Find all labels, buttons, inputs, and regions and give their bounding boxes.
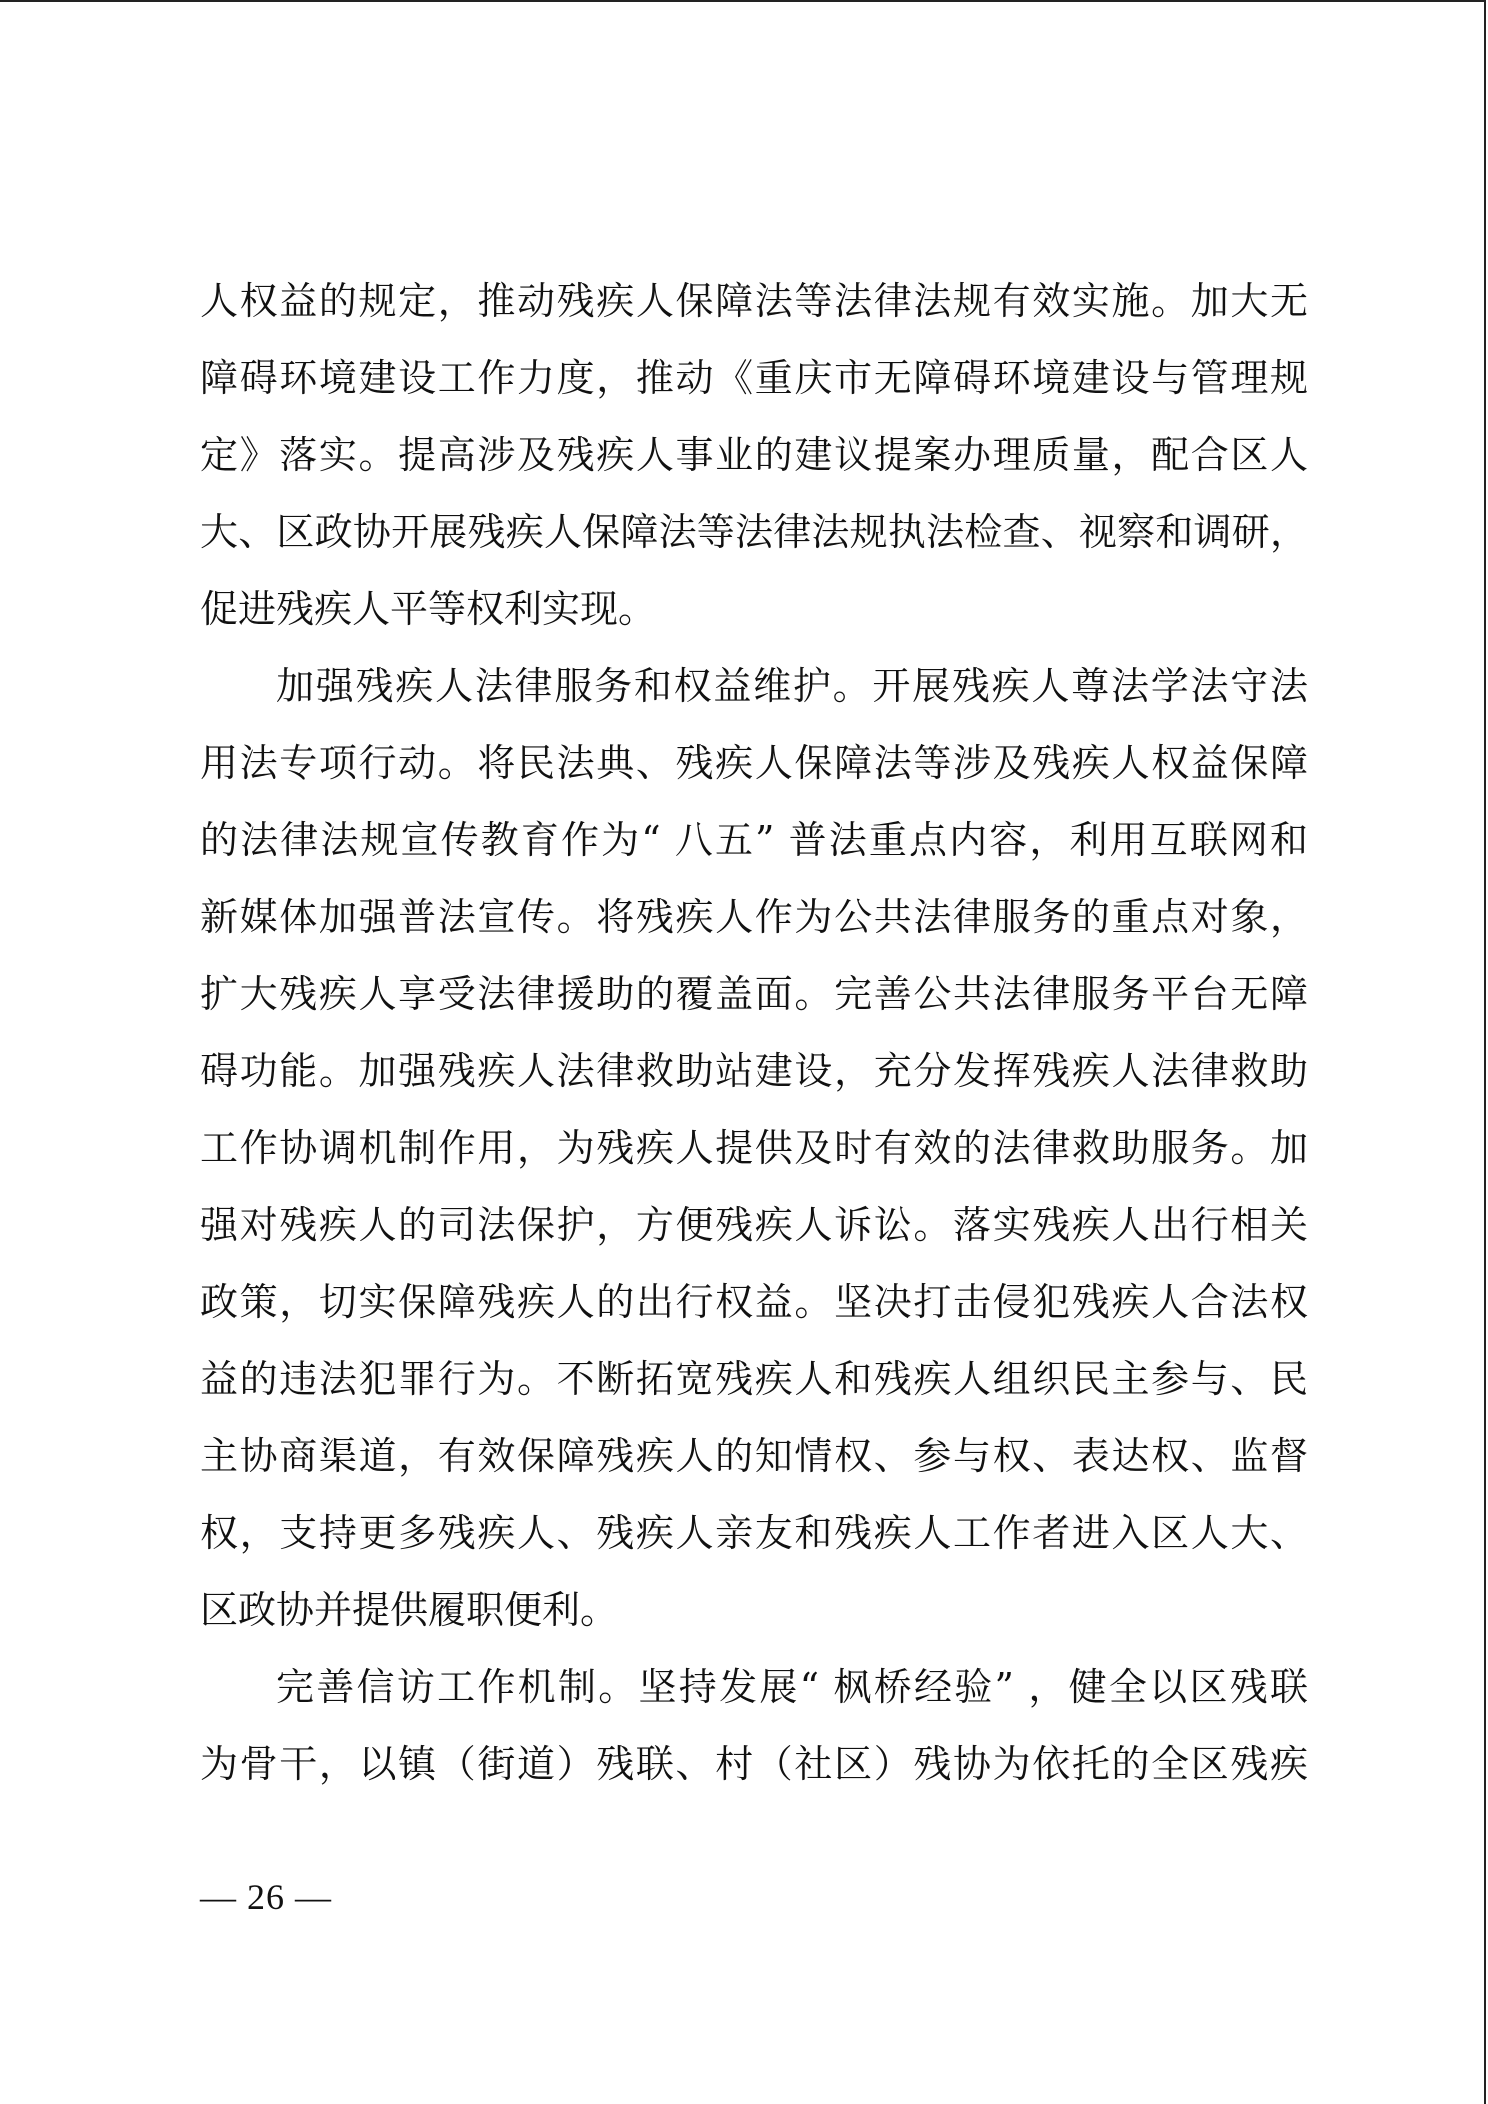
text-line: 主协商渠道，有效保障残疾人的知情权、参与权、表达权、监督 <box>200 1434 1308 1478</box>
text-line: 为骨干，以镇（街道）残联、村（社区）残协为依托的全区残疾 <box>200 1742 1308 1786</box>
text-line: 权，支持更多残疾人、残疾人亲友和残疾人工作者进入区人大、 <box>200 1511 1308 1555</box>
text-line: 扩大残疾人享受法律援助的覆盖面。完善公共法律服务平台无障 <box>200 972 1308 1016</box>
text-line: 促进残疾人平等权利实现。 <box>200 587 657 631</box>
paragraph-start-line: 完善信访工作机制。坚持发展“ 枫桥经验” ，健全以区残联 <box>276 1665 1308 1709</box>
text-line: 障碍环境建设工作力度，推动《重庆市无障碍环境建设与管理规 <box>200 356 1308 400</box>
page-border-top <box>0 0 1486 2</box>
text-line: 强对残疾人的司法保护，方便残疾人诉讼。落实残疾人出行相关 <box>200 1203 1308 1247</box>
text-line: 大、区政协开展残疾人保障法等法律法规执法检查、视察和调研， <box>200 510 1308 554</box>
text-line: 定》落实。提高涉及残疾人事业的建议提案办理质量，配合区人 <box>200 433 1308 477</box>
text-line: 用法专项行动。将民法典、残疾人保障法等涉及残疾人权益保障 <box>200 741 1308 785</box>
text-line: 人权益的规定，推动残疾人保障法等法律法规有效实施。加大无 <box>200 279 1308 323</box>
text-line: 的法律法规宣传教育作为“ 八五” 普法重点内容，利用互联网和 <box>200 818 1308 862</box>
page-number: — 26 — <box>200 1877 332 1917</box>
text-line: 益的违法犯罪行为。不断拓宽残疾人和残疾人组织民主参与、民 <box>200 1357 1308 1401</box>
page-border-right <box>1484 0 1486 2104</box>
text-line: 区政协并提供履职便利。 <box>200 1588 619 1632</box>
paragraph-start-line: 加强残疾人法律服务和权益维护。开展残疾人尊法学法守法 <box>276 664 1308 708</box>
text-line: 工作协调机制作用，为残疾人提供及时有效的法律救助服务。加 <box>200 1126 1308 1170</box>
body-text <box>200 263 1308 1803</box>
text-line: 新媒体加强普法宣传。将残疾人作为公共法律服务的重点对象， <box>200 895 1308 939</box>
text-line: 碍功能。加强残疾人法律救助站建设，充分发挥残疾人法律救助 <box>200 1049 1308 1093</box>
text-line: 政策，切实保障残疾人的出行权益。坚决打击侵犯残疾人合法权 <box>200 1280 1308 1324</box>
